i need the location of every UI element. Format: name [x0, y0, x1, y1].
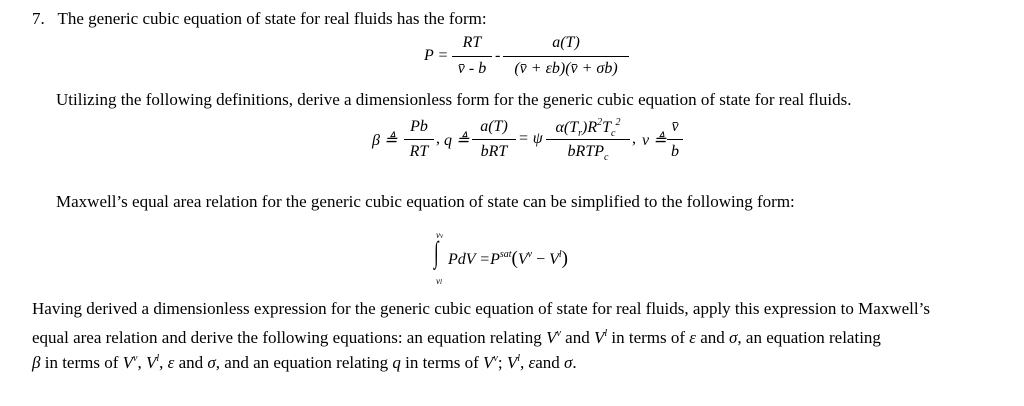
final-line-3 — [32, 349, 577, 373]
def-psi-numerator: $\alpha(T_r)R^2T_c^2$ — [555, 117, 621, 139]
symbol-V-vapor-2: V — [122, 353, 134, 372]
final-line-3-comma-2: , — [159, 353, 164, 372]
symbol-epsilon-3: ε — [528, 353, 536, 372]
symbol-V-vapor-3: V — [483, 353, 494, 372]
def-beta-numerator: Pb — [410, 118, 428, 135]
symbol-V-vapor: V — [546, 328, 557, 347]
def-beta: β ≜ — [372, 132, 398, 149]
def-nu-fraction-bar — [667, 139, 683, 140]
symbol-beta: β — [32, 353, 41, 372]
maxwell-upper-limit: vv — [436, 230, 444, 240]
symbol-sigma-2: σ — [207, 353, 216, 372]
final-period: . — [572, 353, 577, 372]
eos-term2-fraction-bar — [503, 56, 629, 57]
maxwell-integrand: PdV = — [448, 251, 491, 268]
final-line-1: Having derived a dimensionless expression for the generic cubic equation of state for real fluids, apply this expression to Maxwell’s — [32, 299, 930, 318]
eos-term1-denominator: v̄ - b — [457, 60, 487, 77]
maxwell-integral-sign: ∫ — [434, 236, 439, 269]
final-line-3-comma-3: , — [520, 353, 525, 372]
def-beta-denominator: RT — [409, 143, 429, 160]
final-line-3-semicolon: ; — [497, 353, 503, 372]
symbol-q: q — [392, 353, 401, 372]
final-line-2-text-a: equal area relation and derive the following equations: an equation relating — [32, 328, 542, 347]
maxwell-expression: PdV $=P^{sat}(V^v - V^l)$ — [448, 248, 568, 269]
final-line-2-text-d: and — [700, 328, 725, 347]
definitions-text: Utilizing the following definitions, derive a dimensionless form for the generic cubic equation of state for real fluids. — [56, 90, 852, 109]
final-line-2-text-c: in terms of — [611, 328, 686, 347]
symbol-V-vapor-2-sup: v — [133, 353, 138, 364]
def-nu-numerator: v̄ — [671, 118, 679, 135]
final-line-3-text-i: and — [535, 353, 560, 372]
def-comma-2: , — [632, 130, 636, 147]
eos-term1-fraction-bar — [452, 56, 492, 57]
def-q-denominator: bRT — [480, 143, 508, 160]
final-line-3-comma-1: , — [137, 353, 142, 372]
def-nu-denominator: b — [671, 143, 679, 160]
symbol-V-liquid-2-sup: l — [156, 353, 160, 364]
symbol-V-liquid-3: V — [506, 353, 518, 372]
eos-term2-numerator: a(T) — [552, 34, 580, 51]
final-line-3-text-e: , and an equation relating — [215, 353, 389, 372]
def-psi-denominator: bRTP$_c$ — [567, 143, 609, 163]
def-comma-1: , — [436, 130, 440, 147]
maxwell-text: Maxwell’s equal area relation for the generic cubic equation of state can be simplified to the following form: — [56, 192, 795, 211]
symbol-V-vapor-3-sup: v — [493, 353, 498, 364]
symbol-sigma-3: σ — [564, 353, 573, 372]
def-q-fraction-bar — [472, 139, 516, 140]
eos-term2-denominator: (v̄ + εb)(v̄ + σb) — [514, 60, 618, 77]
def-psi-fraction-bar — [546, 139, 630, 140]
final-line-3-text-a: in terms of — [44, 353, 119, 372]
maxwell-l-sup: l — [558, 249, 562, 260]
intro-text: The generic cubic equation of state for real fluids has the form: — [57, 9, 487, 28]
maxwell-psat-sup: sat — [499, 249, 512, 260]
def-beta-fraction-bar — [404, 139, 434, 140]
def-q: q ≜ — [444, 132, 470, 149]
maxwell-lower-limit: vl — [436, 276, 442, 286]
symbol-epsilon: ε — [689, 328, 696, 347]
def-nu: v ≜ — [642, 132, 667, 149]
eos-lhs: P = — [424, 47, 449, 64]
final-line-2-text-b: and — [565, 328, 590, 347]
eos-term1-numerator: RT — [462, 34, 482, 51]
final-line-2 — [32, 324, 881, 348]
final-line-3-text-f: in terms of — [405, 353, 479, 372]
symbol-epsilon-2: ε — [167, 353, 175, 372]
symbol-V-liquid-3-sup: l — [517, 353, 520, 364]
symbol-V-liquid-sup: l — [604, 328, 608, 339]
symbol-V-vapor-sup: v — [556, 328, 561, 339]
eos-minus: - — [495, 47, 501, 64]
symbol-sigma: σ — [729, 328, 738, 347]
def-eq-psi: = ψ — [518, 130, 543, 147]
symbol-V-liquid: V — [593, 328, 605, 347]
final-line-3-text-d: and — [178, 353, 204, 372]
maxwell-v-sup: v — [527, 249, 533, 260]
symbol-V-liquid-2: V — [145, 353, 157, 372]
problem-number: 7. — [32, 9, 45, 28]
final-line-2-text-e: , an equation relating — [737, 328, 881, 347]
maxwell-psat: P — [490, 251, 500, 268]
def-q-numerator: a(T) — [480, 118, 508, 135]
problem-intro-line — [32, 9, 487, 29]
